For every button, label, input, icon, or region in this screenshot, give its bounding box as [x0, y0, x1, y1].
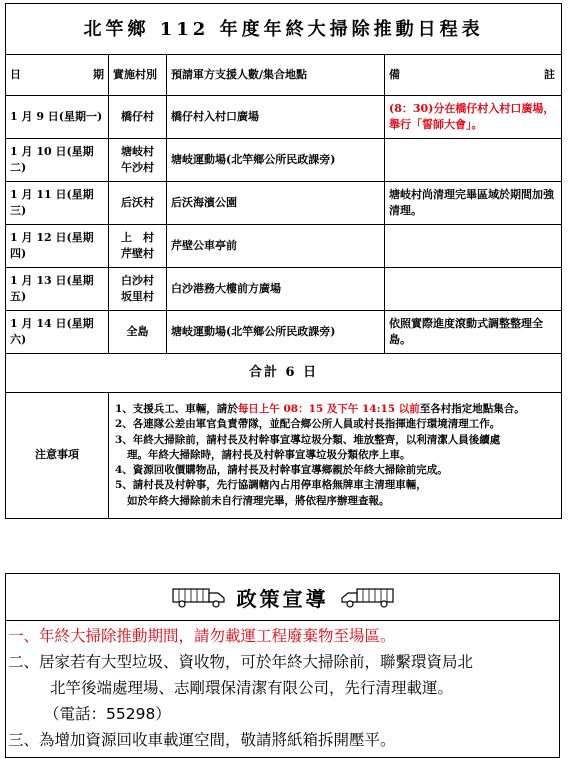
- row-location: 塘岐運動場(北竿鄉公所民政課旁): [167, 139, 385, 182]
- row-village: 塘岐村 午沙村: [109, 139, 167, 182]
- row-date: 1 月 11 日(星期三): [6, 182, 109, 225]
- table-row: [6, 182, 562, 225]
- row-date: 1 月 9 日(星期一): [6, 96, 109, 139]
- row-remark: (8：30)分在橋仔村入村口廣場，舉行「誓師大會」。: [385, 96, 562, 139]
- policy-item: 二、居家若有大型垃圾、資收物，可於年終大掃除前，聯繫環資局北: [8, 653, 474, 671]
- row-village: 后沃村: [109, 182, 167, 225]
- header-date-right: 期: [93, 67, 104, 81]
- policy-item-continued: 北竿後端處理場、志剛環保清潔有限公司，先行清理載運。: [50, 679, 454, 697]
- note-highlight: 每日上午 08：15 及下午 14:15 以前: [237, 403, 420, 416]
- notes-row: [6, 393, 562, 519]
- row-location: 芹壁公車亭前: [167, 225, 385, 268]
- header-remark-right: 註: [544, 67, 556, 81]
- row-location: 后沃海濱公園: [167, 182, 385, 225]
- note-item-continued: 如於年終大掃除前未自行清理完畢，將依程序辦理查報。: [127, 494, 390, 507]
- header-date: [6, 55, 109, 96]
- note-item-continued: 理。年終大掃除時，請村長及村幹事宣導垃圾分類依序上車。: [127, 448, 411, 461]
- row-village: 白沙村 坂里村: [109, 268, 167, 311]
- policy-phone: （電話：55298）: [44, 705, 171, 723]
- header-remark: [385, 55, 562, 96]
- schedule-table: [5, 3, 562, 519]
- policy-box: [5, 573, 560, 758]
- table-row: [6, 139, 562, 182]
- policy-body: [6, 621, 559, 753]
- total-days: 合計 6 日: [6, 354, 562, 393]
- row-date: 1 月 14 日(星期六): [6, 311, 109, 354]
- note-item: 4、資源回收價購物品，請村長及村幹事宣導鄉親於年終大掃除前完成。: [115, 464, 448, 477]
- title-row: [6, 4, 562, 55]
- notes-list: [113, 402, 557, 509]
- policy-item: 一、年終大掃除推動期間，請勿載運工程廢棄物至場區。: [8, 627, 396, 645]
- header-remark-left: 備: [389, 67, 400, 81]
- row-village: 全島: [109, 311, 167, 354]
- table-row: [6, 96, 562, 139]
- row-remark: 塘岐村尚清理完畢區域於期間加強清理。: [385, 182, 562, 225]
- header-row: [6, 55, 562, 96]
- header-village: 實施村別: [109, 55, 167, 96]
- row-location: 塘岐運動場(北竿鄉公所民政課旁): [167, 311, 385, 354]
- note-item: 3、年終大掃除前，請村長及村幹事宣導垃圾分類、堆放整齊，以利清潔人員後續處: [115, 433, 501, 446]
- garbage-truck-icon: [339, 586, 395, 608]
- policy-title: 政策宣導: [236, 586, 329, 611]
- row-date: 1 月 10 日(星期二): [6, 139, 109, 182]
- row-remark: 依照實際進度滾動式調整整理全島。: [385, 311, 562, 354]
- policy-header: [6, 574, 559, 621]
- row-remark: [385, 268, 562, 311]
- policy-item: 三、為增加資源回收車載運空間，敬請將紙箱拆開壓平。: [8, 731, 396, 749]
- note-item: 2、各連隊公差由軍官負責帶隊，並配合鄉公所人員或村長指揮進行環境清理工作。: [115, 418, 501, 431]
- table-row: [6, 268, 562, 311]
- row-location: 橋仔村入村口廣場: [167, 96, 385, 139]
- table-row: [6, 311, 562, 354]
- total-row: [6, 354, 562, 393]
- notes-label: 注意事項: [6, 393, 109, 519]
- row-remark: [385, 225, 562, 268]
- note-item: 1、支援兵工、車輛，請於每日上午 08：15 及下午 14:15 以前至各村指定地點集合。: [115, 403, 525, 416]
- garbage-truck-icon: [171, 586, 227, 608]
- row-date: 1 月 13 日(星期五): [6, 268, 109, 311]
- header-location: 預請軍方支援人數/集合地點: [167, 55, 385, 96]
- row-village: 上 村 芹壁村: [109, 225, 167, 268]
- row-village: 橋仔村: [109, 96, 167, 139]
- header-date-left: 日: [10, 67, 21, 81]
- table-row: [6, 225, 562, 268]
- row-date: 1 月 12 日(星期四): [6, 225, 109, 268]
- row-location: 白沙港務大樓前方廣場: [167, 268, 385, 311]
- row-remark: [385, 139, 562, 182]
- table-title: 北竿鄉 112 年度年終大掃除推動日程表: [6, 4, 562, 55]
- notes-content: [109, 393, 562, 519]
- note-item: 5、請村長及村幹事，先行協調轄內占用停車格無牌車主清理車輛，: [115, 479, 427, 492]
